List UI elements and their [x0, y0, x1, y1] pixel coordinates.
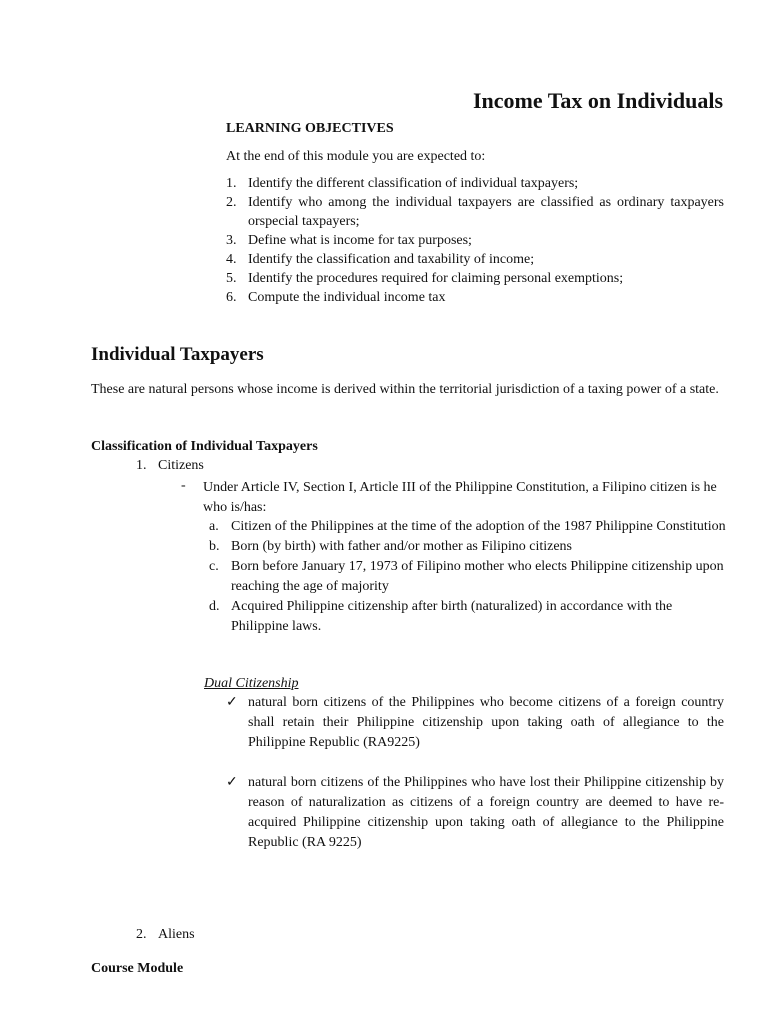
list-text: natural born citizens of the Philippines who become citizens of a foreign country shall retain their Philippine citizenship upon taking oath of allegiance to the Philippine Republic (RA9225): [248, 695, 724, 750]
citizen-definition: Under Article IV, Section I, Article III of the Philippine Constitution, a Filipino citizen is he who is/has:: [203, 480, 717, 515]
list-item: [226, 693, 724, 753]
list-text: Identify the different classification of individual taxpayers;: [248, 176, 579, 191]
list-item-aliens: [136, 927, 195, 943]
list-number: 1.: [226, 176, 237, 191]
list-number: 1.: [136, 458, 147, 473]
list-item: [226, 288, 724, 307]
checkmark-icon: ✓: [226, 775, 238, 790]
list-number: 2.: [226, 195, 237, 210]
list-text: Born (by birth) with father and/or mother as Filipino citizens: [231, 539, 572, 554]
list-letter: d.: [209, 599, 220, 614]
list-number: 6.: [226, 290, 237, 305]
list-item-citizens: [136, 458, 204, 474]
list-text: Identify who among the individual taxpayers are classified as ordinary taxpayers orspecial taxpayers;: [248, 195, 724, 229]
list-text: Citizen of the Philippines at the time of the adoption of the 1987 Philippine Constitution: [231, 519, 726, 534]
list-text: Acquired Philippine citizenship after birth (naturalized) in accordance with the Philippine laws.: [231, 599, 673, 634]
list-item: [226, 231, 724, 250]
list-letter: a.: [209, 519, 219, 534]
list-number: 2.: [136, 927, 147, 942]
classification-heading: Classification of Individual Taxpayers: [91, 439, 318, 454]
list-text: Define what is income for tax purposes;: [248, 233, 472, 248]
list-number: 4.: [226, 252, 237, 267]
dash-bullet: -: [181, 478, 186, 493]
list-text: Identify the procedures required for claiming personal exemptions;: [248, 271, 624, 286]
list-item: [209, 557, 729, 597]
list-number: 3.: [226, 233, 237, 248]
learning-objectives-list: [226, 174, 724, 307]
dual-citizenship-heading: Dual Citizenship: [204, 676, 299, 691]
list-item: [226, 174, 724, 193]
list-text: Identify the classification and taxability of income;: [248, 252, 535, 267]
learning-objectives-intro: At the end of this module you are expected to:: [226, 149, 486, 164]
list-item: [226, 250, 724, 269]
checkmark-icon: ✓: [226, 695, 238, 710]
dual-citizenship-list: [226, 693, 724, 853]
list-letter: b.: [209, 539, 220, 554]
list-item: [226, 773, 724, 853]
list-item: [226, 193, 724, 231]
page-footer: Course Module: [91, 961, 184, 976]
learning-objectives-heading: LEARNING OBJECTIVES: [226, 121, 394, 136]
list-item: [209, 537, 729, 557]
list-text: Born before January 17, 1973 of Filipino mother who elects Philippine citizenship upon reaching the age of majority: [231, 559, 724, 594]
list-item: [209, 517, 729, 537]
list-text: Citizens: [158, 458, 204, 473]
list-item: [209, 597, 729, 637]
list-text: Compute the individual income tax: [248, 290, 446, 305]
section-heading: Individual Taxpayers: [91, 344, 264, 365]
list-item: [226, 269, 724, 288]
page-title: Income Tax on Individuals: [472, 88, 723, 113]
list-text: natural born citizens of the Philippines who have lost their Philippine citizenship by reason of naturalization as citizens of a foreign country are deemed to have re-acquired Philippine citizenship upon taking oath of allegiance to the Philippine Republic (RA 9225): [248, 775, 724, 850]
citizen-criteria-list: [209, 517, 729, 637]
list-letter: c.: [209, 559, 219, 574]
list-number: 5.: [226, 271, 237, 286]
section-paragraph: These are natural persons whose income is derived within the territorial jurisdiction of a taxing power of a state.: [91, 382, 719, 397]
list-text: Aliens: [158, 927, 195, 942]
